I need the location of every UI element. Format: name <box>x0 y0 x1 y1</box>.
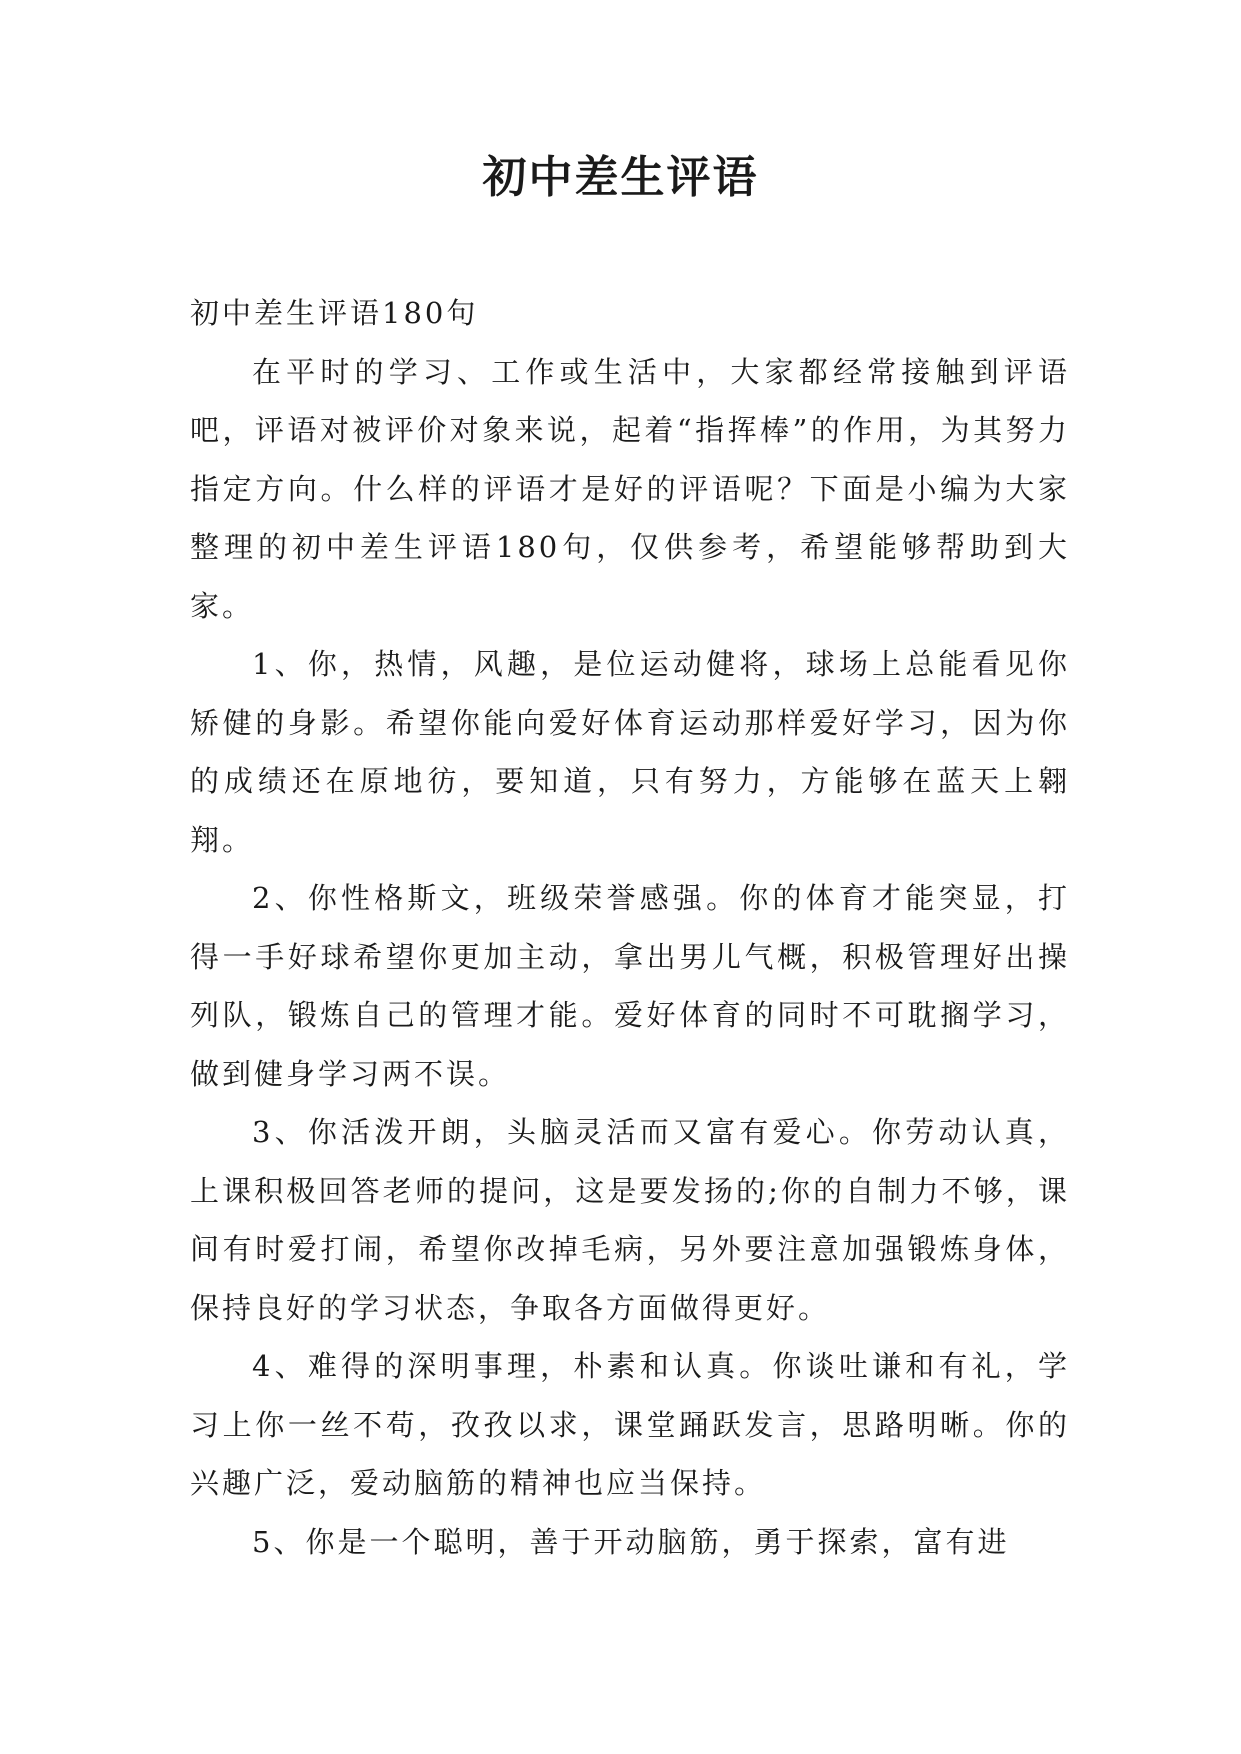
comment-paragraph-1: 1、你，热情，风趣，是位运动健将，球场上总能看见你矫健的身影。希望你能向爱好体育运动那样爱好学习，因为你的成绩还在原地彷，要知道，只有努力，方能够在蓝天上翱翔。 <box>190 647 1070 857</box>
comment-paragraph-2: 2、你性格斯文，班级荣誉感强。你的体育才能突显，打得一手好球希望你更加主动，拿出男儿气概，积极管理好出操列队，锻炼自己的管理才能。爱好体育的同时不可耽搁学习，做到健身学习两不误。 <box>190 881 1070 1091</box>
document-subtitle: 初中差生评语180句 <box>190 296 479 330</box>
intro-paragraph: 在平时的学习、工作或生活中，大家都经常接触到评语吧，评语对被评价对象来说，起着“指挥棒”的作用，为其努力指定方向。什么样的评语才是好的评语呢？下面是小编为大家整理的初中差生评语180句，仅供参考，希望能够帮助到大家。 <box>190 354 1070 623</box>
comment-paragraph-3: 3、你活泼开朗，头脑灵活而又富有爱心。你劳动认真，上课积极回答老师的提问，这是要发扬的;你的自制力不够，课间有时爱打闹，希望你改掉毛病，另外要注意加强锻炼身体，保持良好的学习状态，争取各方面做得更好。 <box>190 1115 1070 1325</box>
comment-paragraph-5: 5、你是一个聪明，善于开动脑筋，勇于探索，富有进 <box>252 1524 1010 1559</box>
comment-paragraph-4: 4、难得的深明事理，朴素和认真。你谈吐谦和有礼，学习上你一丝不苟，孜孜以求，课堂踊跃发言，思路明晰。你的兴趣广泛，爱动脑筋的精神也应当保持。 <box>190 1349 1070 1500</box>
document-title: 初中差生评语 <box>482 152 759 203</box>
document-body <box>190 284 1070 1571</box>
